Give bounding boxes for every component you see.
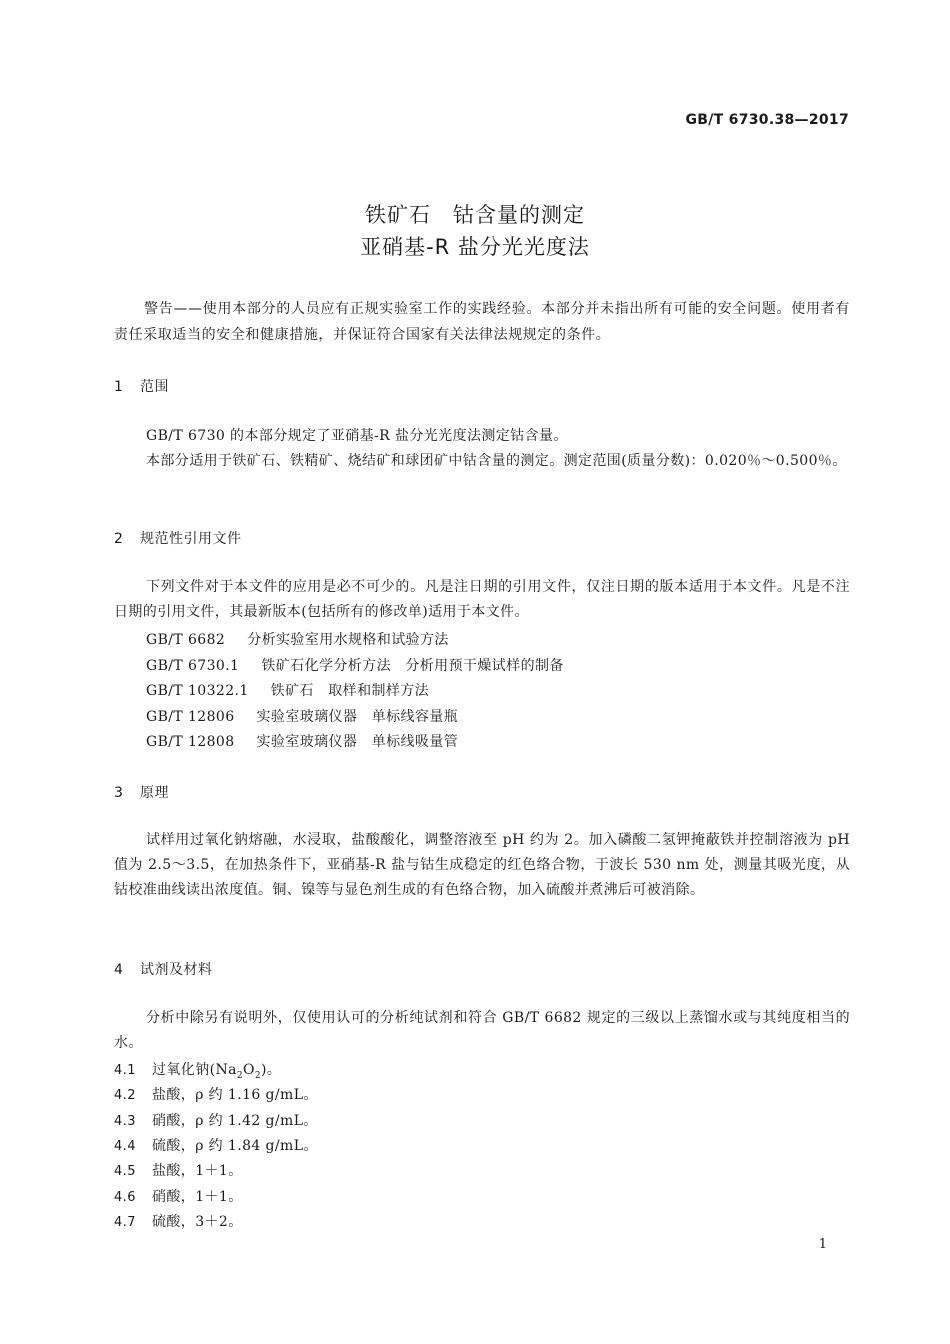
reagent-number: 4.4 bbox=[114, 1139, 136, 1154]
reagents-intro bbox=[114, 1006, 850, 1056]
page-number: 1 bbox=[818, 1237, 827, 1252]
reagent-item bbox=[114, 1084, 318, 1104]
reference-code: GB/T 12808 bbox=[146, 734, 235, 750]
reference-item bbox=[146, 655, 564, 675]
scope-paragraph bbox=[114, 424, 850, 474]
section-title: 规范性引用文件 bbox=[140, 531, 242, 547]
scope-line-2: 本部分适用于铁矿石、铁精矿、烧结矿和球团矿中钴含量的测定。测定范围(质量分数)：0.020％～0.500％。 bbox=[146, 453, 847, 469]
reagent-text: 硫酸，3＋2。 bbox=[152, 1214, 243, 1230]
reference-title: 分析实验室用水规格和试验方法 bbox=[247, 632, 449, 648]
section-number: 1 bbox=[114, 379, 124, 395]
reagent-item bbox=[114, 1110, 318, 1130]
section-heading-reagents bbox=[114, 959, 213, 979]
reagent-number: 4.1 bbox=[114, 1063, 136, 1078]
reagent-number: 4.6 bbox=[114, 1190, 136, 1205]
reagent-text: 硝酸，1＋1。 bbox=[152, 1189, 243, 1205]
reagent-number: 4.5 bbox=[114, 1164, 136, 1179]
reagent-item bbox=[114, 1059, 281, 1081]
section-title: 原理 bbox=[140, 785, 169, 801]
section-heading-principle bbox=[114, 782, 169, 802]
reagent-text: 硫酸，ρ 约 1.84 g/mL。 bbox=[152, 1138, 318, 1154]
reference-code: GB/T 10322.1 bbox=[146, 683, 249, 699]
normative-intro bbox=[114, 575, 850, 625]
reference-title: 铁矿石 取样和制样方法 bbox=[270, 683, 430, 699]
reagent-item bbox=[114, 1160, 243, 1180]
section-title: 试剂及材料 bbox=[140, 962, 213, 978]
reagent-text: 硝酸，ρ 约 1.42 g/mL。 bbox=[152, 1113, 318, 1129]
reference-title: 铁矿石化学分析方法 分析用预干燥试样的制备 bbox=[261, 658, 564, 674]
section-number: 3 bbox=[114, 785, 124, 801]
reference-title: 实验室玻璃仪器 单标线容量瓶 bbox=[256, 709, 459, 725]
document-title: 铁矿石 钴含量的测定 bbox=[365, 203, 585, 227]
reagent-number: 4.2 bbox=[114, 1088, 136, 1103]
reagent-number: 4.3 bbox=[114, 1114, 136, 1129]
warning-paragraph: 警告——使用本部分的人员应有正规实验室工作的实践经验。本部分并未指出所有可能的安全问题。使用者有责任采取适当的安全和健康措施，并保证符合国家有关法律法规规定的条件。 bbox=[114, 301, 850, 343]
reference-code: GB/T 6730.1 bbox=[146, 658, 240, 674]
reference-item bbox=[146, 731, 458, 751]
reagent-text: 过氧化钠$(Na_2O_2)$。 bbox=[152, 1062, 282, 1081]
reference-item bbox=[146, 680, 429, 700]
reagent-text: 盐酸，ρ 约 1.16 g/mL。 bbox=[152, 1087, 318, 1103]
reference-title: 实验室玻璃仪器 单标线吸量管 bbox=[256, 734, 459, 750]
principle-text: 试样用过氧化钠熔融，水浸取，盐酸酸化，调整溶液至 pH 约为 2。加入磷酸二氢钾掩蔽铁并控制溶液为 pH 值为 2.5～3.5，在加热条件下，亚硝基-R 盐与钴生成稳定的红色络合物，于波长 530 nm 处，测量其吸光度，从钴校准曲线读出浓度值。铜、镍等与显色剂生成的有色络合物，加入硫酸并煮沸后可被消除。 bbox=[114, 832, 850, 898]
reagents-intro-text: 分析中除另有说明外，仅使用认可的分析纯试剂和符合 GB/T 6682 规定的三级以上蒸馏水或与其纯度相当的水。 bbox=[114, 1010, 850, 1051]
reagent-item bbox=[114, 1135, 318, 1155]
reagent-number: 4.7 bbox=[114, 1215, 136, 1230]
scope-line-1: GB/T 6730 的本部分规定了亚硝基-R 盐分光光度法测定钴含量。 bbox=[146, 428, 568, 444]
document-subtitle: 亚硝基-R 盐分光光度法 bbox=[360, 235, 590, 259]
reference-item bbox=[146, 706, 458, 726]
normative-intro-text: 下列文件对于本文件的应用是必不可少的。凡是注日期的引用文件，仅注日期的版本适用于本文件。凡是不注日期的引用文件，其最新版本(包括所有的修改单)适用于本文件。 bbox=[114, 579, 850, 620]
section-heading-normative bbox=[114, 528, 242, 548]
reference-item bbox=[146, 629, 449, 649]
reference-code: GB/T 12806 bbox=[146, 709, 235, 725]
section-number: 4 bbox=[114, 962, 124, 978]
section-heading-scope bbox=[114, 376, 169, 396]
reagent-item bbox=[114, 1211, 243, 1231]
section-title: 范围 bbox=[140, 379, 169, 395]
standard-code: GB/T 6730.38—2017 bbox=[685, 112, 849, 128]
reagent-item bbox=[114, 1186, 243, 1206]
reagent-text: 盐酸，1＋1。 bbox=[152, 1163, 243, 1179]
section-number: 2 bbox=[114, 531, 124, 547]
principle-paragraph bbox=[114, 828, 850, 903]
reference-code: GB/T 6682 bbox=[146, 632, 226, 648]
